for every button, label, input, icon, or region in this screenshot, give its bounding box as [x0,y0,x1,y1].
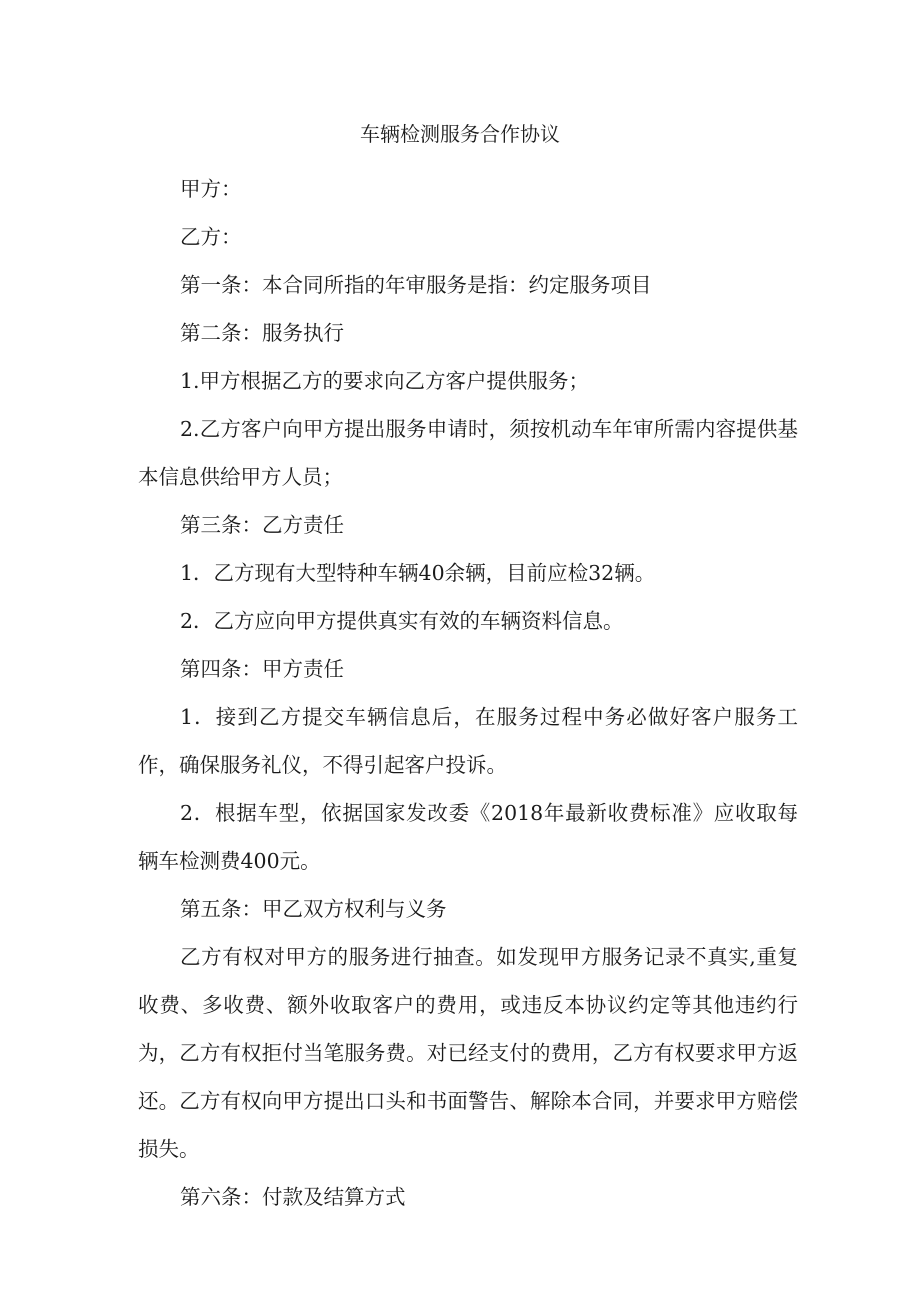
article-4-item-1: 1．接到乙方提交车辆信息后，在服务过程中务必做好客户服务工作，确保服务礼仪，不得引起客户投诉。 [138,705,798,777]
article-2-item-2: 2.乙方客户向甲方提出服务申请时，须按机动车年审所需内容提供基本信息供给甲方人员； [138,417,798,489]
party-b-line: 乙方： [180,225,242,249]
article-3-item-2: 2．乙方应向甲方提供真实有效的车辆资料信息。 [180,609,624,633]
article-4-item-2: 2．根据车型，依据国家发改委《2018年最新收费标准》应收取每辆车检测费400元。 [138,801,798,873]
article-3-heading: 第三条：乙方责任 [180,513,344,537]
article-4-heading: 第四条：甲方责任 [180,657,344,681]
article-6-heading: 第六条：付款及结算方式 [180,1185,406,1209]
article-5-heading: 第五条：甲乙双方权利与义务 [180,897,447,921]
document-body [138,165,798,1221]
article-1: 第一条：本合同所指的年审服务是指：约定服务项目 [180,273,652,297]
article-2-item-1: 1.甲方根据乙方的要求向乙方客户提供服务； [180,369,590,393]
article-2-heading: 第二条：服务执行 [180,321,344,345]
article-3-item-1: 1．乙方现有大型特种车辆40余辆，目前应检32辆。 [180,561,656,585]
article-5-body: 乙方有权对甲方的服务进行抽查。如发现甲方服务记录不真实,重复收费、多收费、额外收取客户的费用，或违反本协议约定等其他违约行为，乙方有权拒付当笔服务费。对已经支付的费用，乙方有权要求甲方返还。乙方有权向甲方提出口头和书面警告、解除本合同，并要求甲方赔偿损失。 [138,945,798,1161]
party-a-line: 甲方： [180,177,242,201]
document-title: 车辆检测服务合作协议 [360,122,560,146]
